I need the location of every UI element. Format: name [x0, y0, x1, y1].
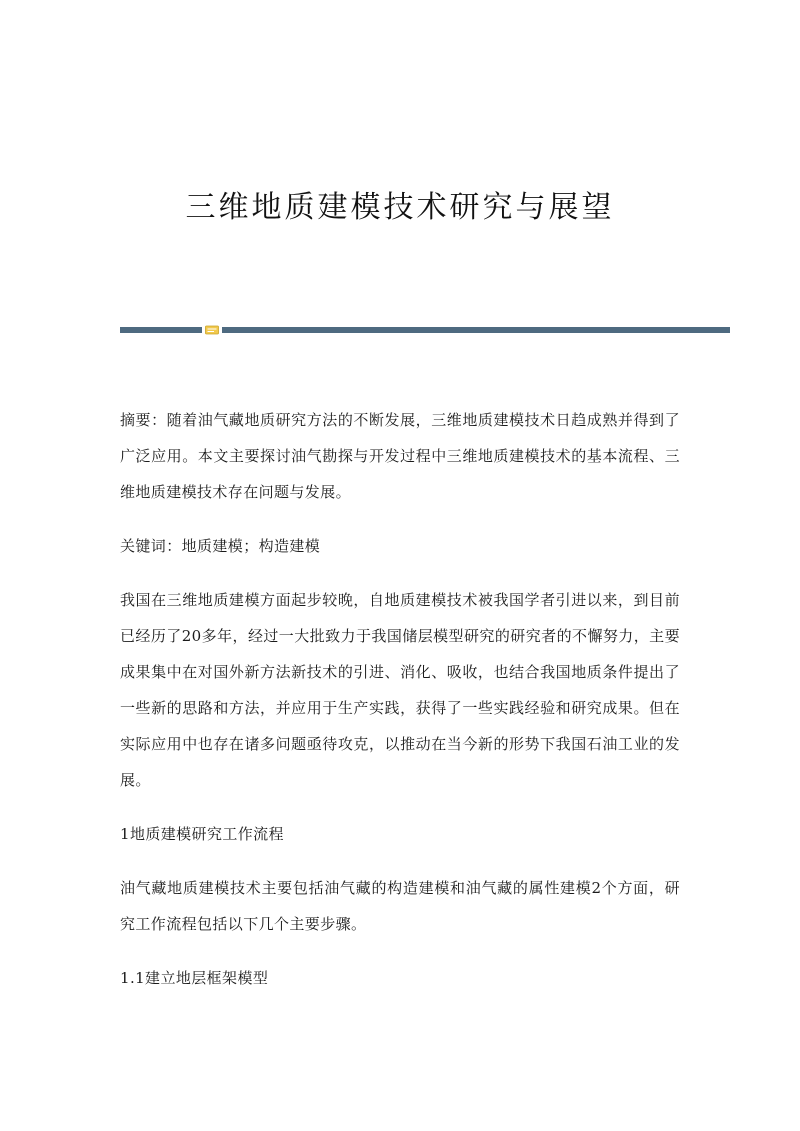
- title-divider: [120, 325, 730, 333]
- divider-bar-right: [222, 327, 730, 333]
- keywords-paragraph: 关键词：地质建模；构造建模: [120, 537, 321, 555]
- section-heading-1: 1地质建模研究工作流程: [120, 825, 284, 843]
- intro-paragraph: 我国在三维地质建模方面起步较晚，自地质建模技术被我国学者引进以来，到目前已经历了20多年，经过一大批致力于我国储层模型研究的研究者的不懈努力，主要成果集中在对国外新方法新技术的引进、消化、吸收，也结合我国地质条件提出了一些新的思路和方法，并应用于生产实践，获得了一些实践经验和研究成果。但在实际应用中也存在诸多问题亟待攻克，以推动在当今新的形势下我国石油工业的发展。: [120, 591, 680, 789]
- section-heading-1-1: 1.1建立地层框架模型: [120, 969, 269, 987]
- page-title: 三维地质建模技术研究与展望: [185, 190, 615, 225]
- document-body: [120, 402, 680, 1014]
- divider-bar-left: [120, 327, 202, 333]
- workflow-paragraph: 油气藏地质建模技术主要包括油气藏的构造建模和油气藏的属性建模2个方面，研究工作流程包括以下几个主要步骤。: [120, 879, 680, 933]
- abstract-paragraph: 摘要：随着油气藏地质研究方法的不断发展，三维地质建模技术日趋成熟并得到了广泛应用。本文主要探讨油气勘探与开发过程中三维地质建模技术的基本流程、三维地质建模技术存在问题与发展。: [120, 411, 680, 501]
- pencil-icon: [205, 325, 219, 335]
